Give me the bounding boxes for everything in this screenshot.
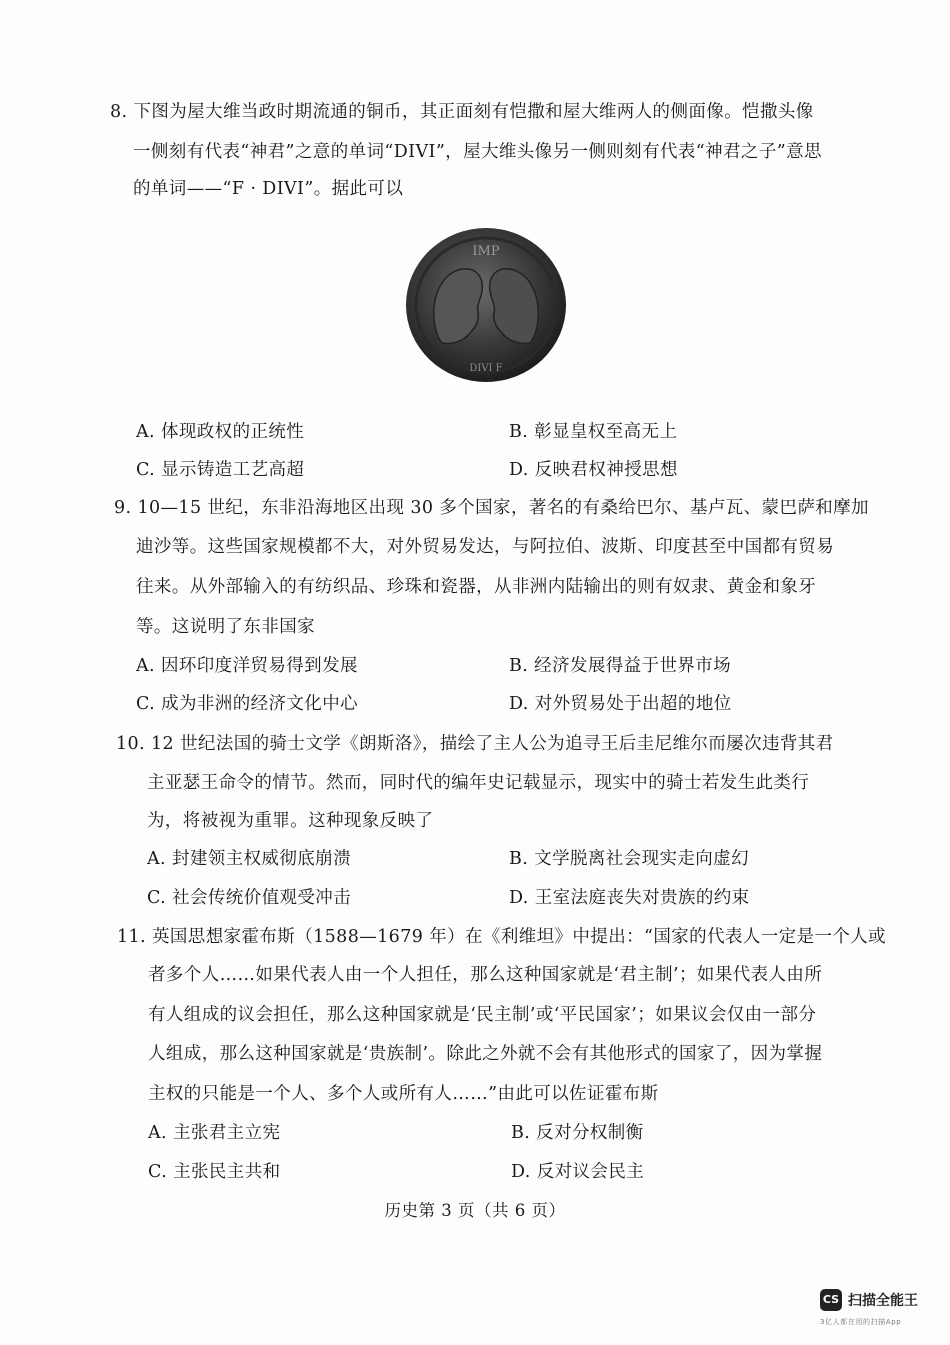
q8-stem-line-3: 的单词——“F · DIVI”。据此可以 — [133, 179, 404, 199]
q10-stem-line-1: 10. 12 世纪法国的骑士文学《朗斯洛》，描绘了主人公为追寻王后圭尼维尔而屡次违背其君 — [116, 734, 834, 754]
q11-stem-line-5: 主权的只能是一个人、多个人或所有人……”由此可以佐证霍布斯 — [148, 1084, 659, 1104]
scanner-watermark — [820, 1289, 940, 1337]
q11-option-c: C. 主张民主共和 — [148, 1162, 281, 1182]
coin-inscription-bottom: DIVI F — [469, 363, 503, 374]
q11-stem-line-2: 者多个人……如果代表人由一个人担任，那么这种国家就是‘君主制’；如果代表人由所 — [148, 965, 823, 985]
q8-option-b: B. 彰显皇权至高无上 — [509, 422, 678, 442]
q10-option-a: A. 封建领主权威彻底崩溃 — [147, 849, 351, 869]
q8-stem-line-1: 8. 下图为屋大维当政时期流通的铜币，其正面刻有恺撒和屋大维两人的侧面像。恺撒头像 — [110, 102, 814, 122]
coin-image — [404, 225, 568, 385]
q8-option-c: C. 显示铸造工艺高超 — [136, 460, 305, 480]
q9-stem-line-2: 迪沙等。这些国家规模都不大，对外贸易发达，与阿拉伯、波斯、印度甚至中国都有贸易 — [136, 537, 835, 557]
q9-stem-line-1: 9. 10—15 世纪，东非沿海地区出现 30 多个国家，著名的有桑给巴尔、基卢瓦、蒙巴萨和摩加 — [114, 498, 869, 518]
watermark-app-name: 扫描全能王 — [848, 1293, 918, 1309]
q9-option-b: B. 经济发展得益于世界市场 — [509, 656, 732, 676]
q11-option-d: D. 反对议会民主 — [511, 1162, 645, 1182]
q10-option-c: C. 社会传统价值观受冲击 — [147, 888, 352, 908]
page-footer: 历史第 3 页（共 6 页） — [384, 1201, 566, 1220]
q10-stem-line-2: 主亚瑟王命令的情节。然而，同时代的编年史记载显示，现实中的骑士若发生此类行 — [147, 773, 810, 793]
coin-inscription-top: IMP — [472, 244, 500, 259]
cs-logo-icon: CS — [820, 1289, 842, 1311]
q10-option-d: D. 王室法庭丧失对贵族的约束 — [509, 888, 750, 908]
q10-stem-line-3: 为，将被视为重罪。这种现象反映了 — [147, 811, 434, 831]
q9-option-d: D. 对外贸易处于出超的地位 — [509, 694, 732, 714]
q9-stem-line-3: 往来。从外部输入的有纺织品、珍珠和瓷器，从非洲内陆输出的则有奴隶、黄金和象牙 — [136, 577, 817, 597]
watermark-tagline: 3亿人都在用的扫描App — [820, 1318, 902, 1326]
q11-stem-line-1: 11. 英国思想家霍布斯（1588—1679 年）在《利维坦》中提出：“国家的代表人一定是一个人或 — [117, 927, 887, 947]
q9-stem-line-4: 等。这说明了东非国家 — [136, 617, 315, 637]
bronze-coin-icon — [404, 225, 568, 385]
q8-stem-line-2: 一侧刻有代表“神君”之意的单词“DIVI”，屋大维头像另一侧则刻有代表“神君之子”意思 — [133, 142, 822, 162]
q9-option-c: C. 成为非洲的经济文化中心 — [136, 694, 358, 714]
q9-option-a: A. 因环印度洋贸易得到发展 — [136, 656, 358, 676]
q8-option-a: A. 体现政权的正统性 — [136, 422, 305, 442]
q10-option-b: B. 文学脱离社会现实走向虚幻 — [509, 849, 749, 869]
q11-stem-line-3: 有人组成的议会担任，那么这种国家就是‘民主制’或‘平民国家’；如果议会仅由一部分 — [148, 1005, 817, 1025]
q11-option-a: A. 主张君主立宪 — [148, 1123, 281, 1143]
q8-option-d: D. 反映君权神授思想 — [509, 460, 678, 480]
q11-option-b: B. 反对分权制衡 — [511, 1123, 644, 1143]
q11-stem-line-4: 人组成，那么这种国家就是‘贵族制’。除此之外就不会有其他形式的国家了，因为掌握 — [148, 1044, 823, 1064]
